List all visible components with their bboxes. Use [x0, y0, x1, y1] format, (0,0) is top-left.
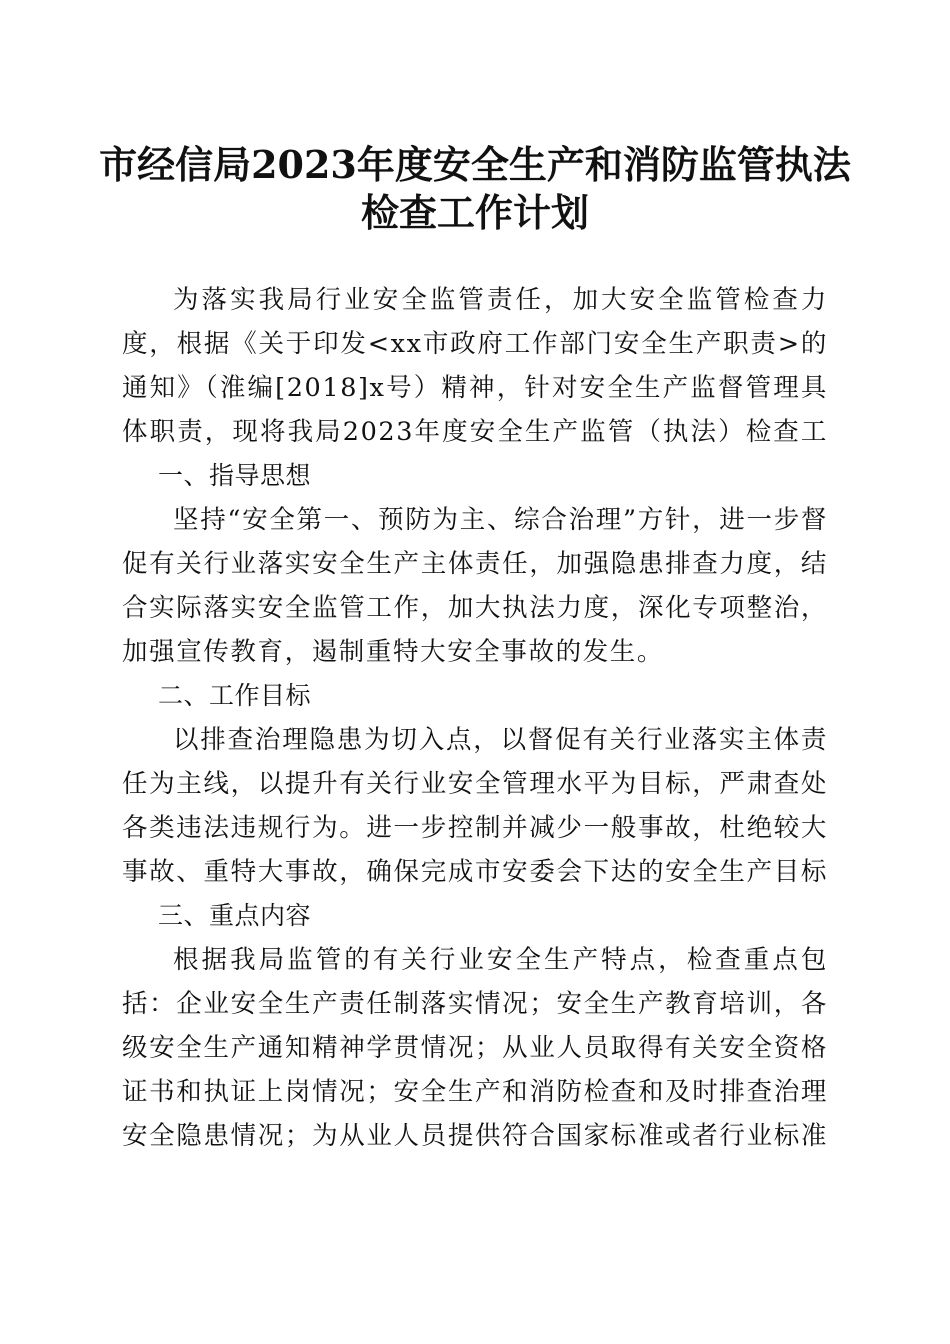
- section-work-goals: [122, 674, 828, 894]
- section-guiding-ideology: [122, 454, 828, 674]
- section-heading: 二、工作目标: [158, 681, 312, 710]
- intro-paragraph: 为落实我局行业安全监管责任，加大安全监管检查力度，根据《关于印发<xx市政府工作部门安全生产职责>的通知》（淮编[2018]x号）精神，针对安全生产监督管理具体职责，现将我局2023年度安全生产监管（执法）检查工: [122, 285, 828, 447]
- document-title-line-2: 检查工作计划: [360, 190, 589, 235]
- section-heading: 一、指导思想: [158, 461, 312, 490]
- section-key-content: [122, 894, 828, 1158]
- section-paragraph: 坚持“安全第一、预防为主、综合治理”方针，进一步督促有关行业落实安全生产主体责任，加强隐患排查力度，结合实际落实安全监管工作，加大执法力度，深化专项整治，加强宣传教育，遏制重特大安全事故的发生。: [122, 505, 828, 667]
- document-body: [122, 278, 828, 1158]
- section-paragraph: 根据我局监管的有关行业安全生产特点，检查重点包括：企业安全生产责任制落实情况；安全生产教育培训，各级安全生产通知精神学贯情况；从业人员取得有关安全资格证书和执证上岗情况；安全生产和消防检查和及时排查治理安全隐患情况；为从业人员提供符合国家标准或者行业标准: [122, 945, 828, 1151]
- document-title-line-1: 市经信局2023年度安全生产和消防监管执法: [99, 142, 851, 187]
- section-paragraph: 以排查治理隐患为切入点，以督促有关行业落实主体责任为主线，以提升有关行业安全管理水平为目标，严肃查处各类违法违规行为。进一步控制并减少一般事故，杜绝较大事故、重特大事故，确保完成市安委会下达的安全生产目标: [122, 725, 828, 887]
- section-heading: 三、重点内容: [158, 901, 312, 930]
